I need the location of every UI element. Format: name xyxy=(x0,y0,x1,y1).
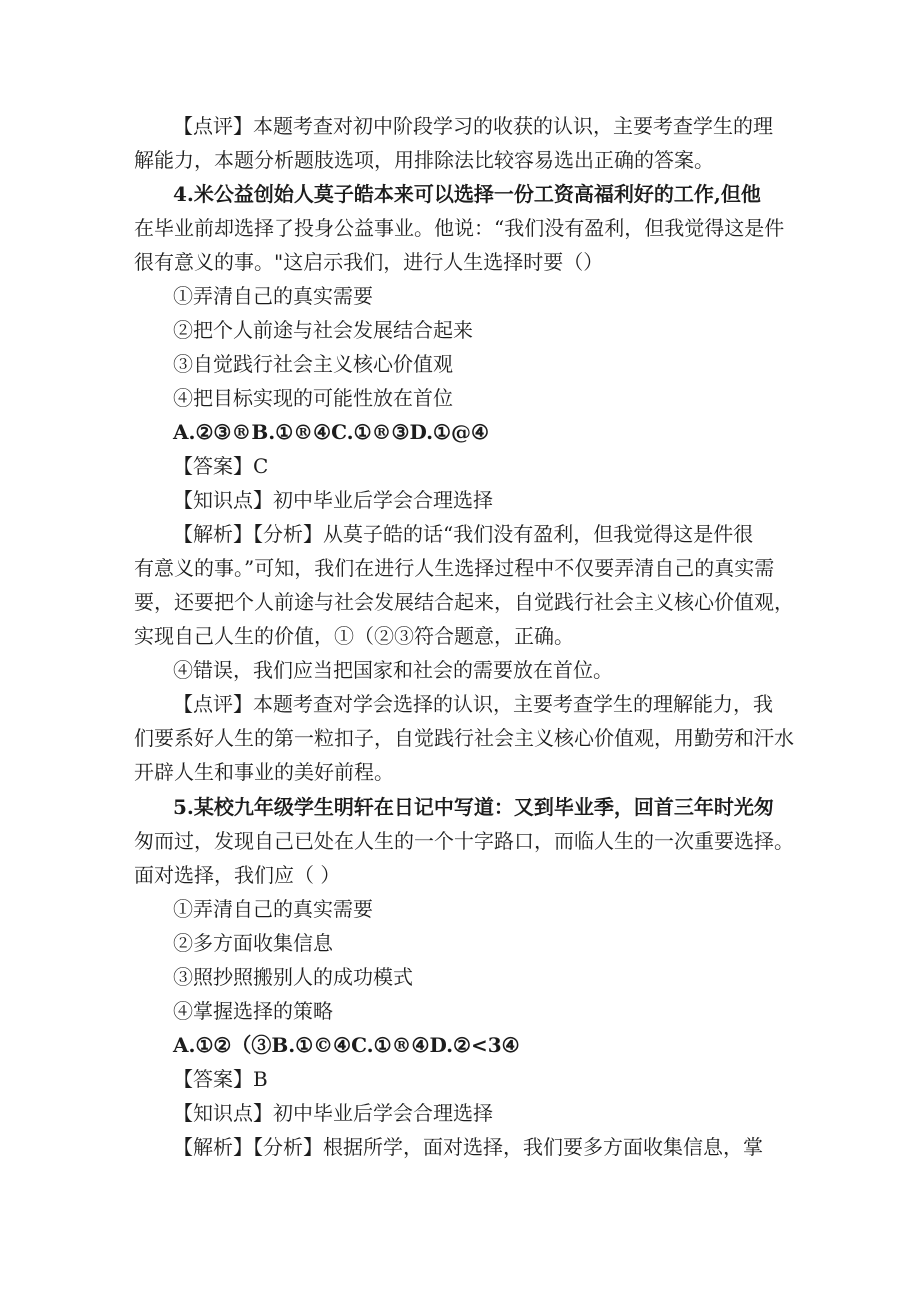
option-item: ①弄清自己的真实需要 xyxy=(173,897,373,921)
analysis-line: 【解析】【分析】从莫子皓的话“我们没有盈利，但我觉得这是件很 xyxy=(173,522,754,546)
question-5-stem: 5.某校九年级学生明轩在日记中写道：又到毕业季，回首三年时光匆 xyxy=(173,795,774,819)
text-line: 要，还要把个人前途与社会发展结合起来，自觉践行社会主义核心价值观， xyxy=(134,590,794,614)
knowledge-point-line: 【知识点】初中毕业后学会合理选择 xyxy=(173,488,493,512)
option-item: ④掌握选择的策略 xyxy=(173,999,333,1023)
option-item: ③照抄照搬别人的成功模式 xyxy=(173,965,413,989)
analysis-line: 【解析】【分析】根据所学，面对选择，我们要多方面收集信息，掌 xyxy=(173,1135,763,1159)
comment-line: 【点评】本题考查对学会选择的认识，主要考查学生的理解能力，我 xyxy=(173,692,773,716)
text-line: 很有意义的事。"这启示我们，进行人生选择时要（） xyxy=(134,250,604,274)
option-item: ③自觉践行社会主义核心价值观 xyxy=(173,352,453,376)
text-line: 解能力，本题分析题肢选项，用排除法比较容易选出正确的答案。 xyxy=(134,148,714,172)
answer-line: 【答案】B xyxy=(173,1067,268,1091)
option-item: ④把目标实现的可能性放在首位 xyxy=(173,386,453,410)
question-4-stem: 4.米公益创始人莫子皓本来可以选择一份工资高福利好的工作,但他 xyxy=(173,182,761,206)
text-line: 有意义的事。”可知，我们在进行人生选择过程中不仅要弄清自己的真实需 xyxy=(134,556,775,580)
text-line: 面对选择，我们应（ ） xyxy=(134,863,341,887)
text-line: 匆而过，发现自己已处在人生的一个十字路口，而临人生的一次重要选择。 xyxy=(134,829,794,853)
knowledge-point-line: 【知识点】初中毕业后学会合理选择 xyxy=(173,1101,493,1125)
text-line: 们要系好人生的第一粒扣子，自觉践行社会主义核心价值观，用勤劳和汗水 xyxy=(134,726,794,750)
option-item: ②多方面收集信息 xyxy=(173,931,333,955)
text-line: 在毕业前却选择了投身公益事业。他说：“我们没有盈利，但我觉得这是件 xyxy=(134,216,785,240)
text-line: 实现自己人生的价值，①（②③符合题意，正确。 xyxy=(134,624,574,648)
answer-line: 【答案】C xyxy=(173,454,269,478)
option-item: ①弄清自己的真实需要 xyxy=(173,284,373,308)
text-line: 开辟人生和事业的美好前程。 xyxy=(134,760,394,784)
option-item: ②把个人前途与社会发展结合起来 xyxy=(173,318,473,342)
text-line: ④错误，我们应当把国家和社会的需要放在首位。 xyxy=(173,658,613,682)
text-line: 【点评】本题考查对初中阶段学习的收获的认识，主要考查学生的理 xyxy=(173,114,773,138)
answer-choices: A.①②（③B.①©④C.①®④D.②<3④ xyxy=(173,1033,520,1057)
answer-choices: A.②③®B.①®④C.①®③D.①@④ xyxy=(173,420,489,444)
